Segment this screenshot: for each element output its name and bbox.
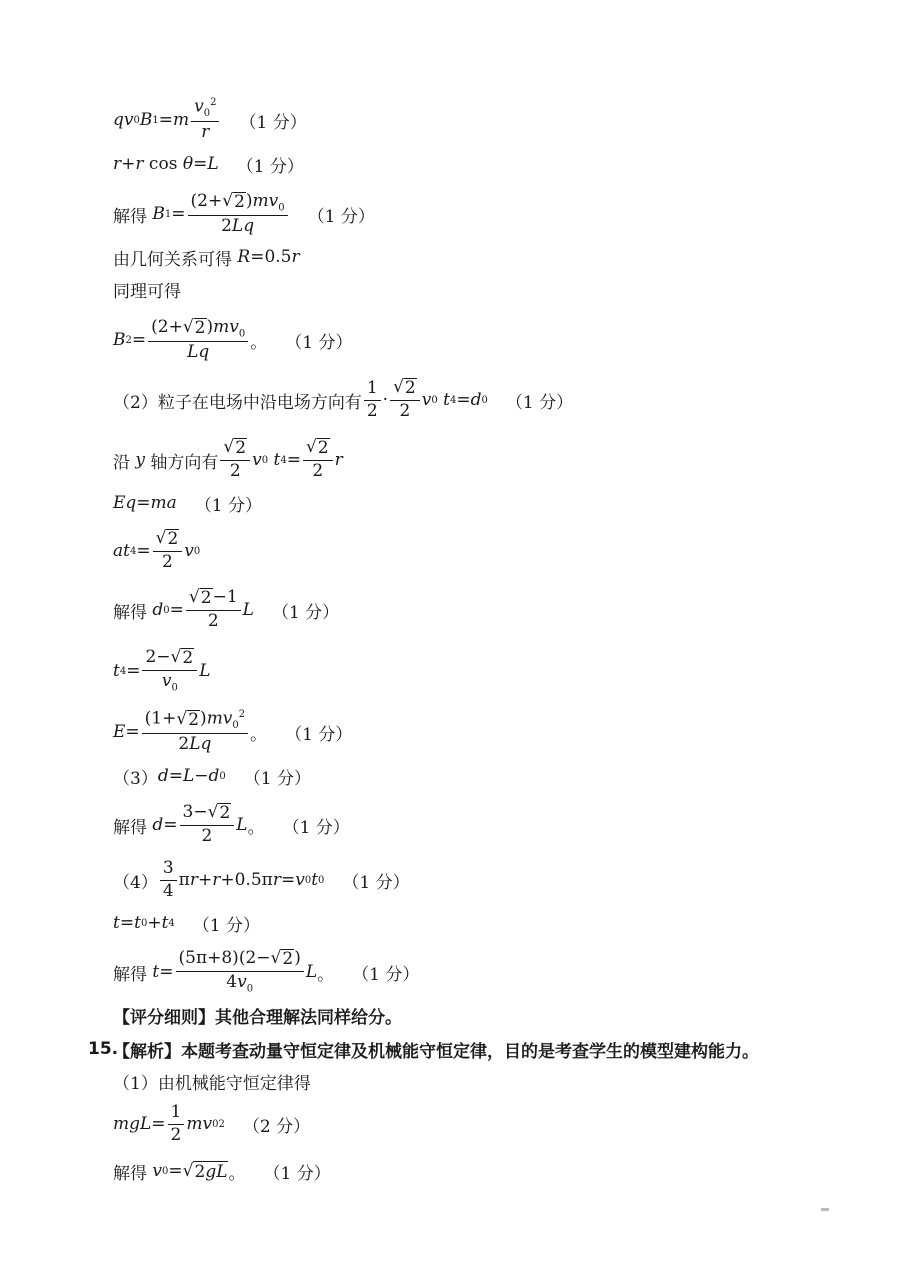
text-geometry-relation: 由几何关系可得 R =0.5 r	[113, 247, 300, 270]
question-15-heading: 15. 【解析】本题考查动量守恒定律及机械能守恒定律，目的是考查学生的模型建构能力。	[88, 1039, 759, 1062]
equation-d-result: 解得 d = 3−√ 2 2 L 。 （1 分）	[113, 802, 350, 846]
equation-lorentz-force: qv 0 B 1 = m $\frac{v_0^2}{r}$ （1 分）	[113, 97, 307, 142]
equation-newton: Eq = ma （1 分）	[113, 493, 263, 516]
equation-b1-result: 解得 B 1 = (2+√ 2 )$mv_0$ 2Lq （1 分）	[113, 190, 375, 236]
equation-part3: （3） d = L − d 0 （1 分）	[113, 766, 312, 789]
grading-note: 【评分细则】其他合理解法同样给分。	[113, 1007, 402, 1028]
text-part1-energy: （1）由机械能守恒定律得	[113, 1073, 311, 1094]
equation-v0-result: 解得 v 0 = √ 2gL 。 （1 分）	[113, 1160, 331, 1184]
equation-velocity: at 4 = √ 2 2 v 0	[113, 528, 201, 572]
equation-energy-conservation: mgL = $\frac{1}{2}$ mv 0 2 （2 分）	[113, 1101, 311, 1145]
equation-b2-result: B 2 = (2+√ 2 )$mv_0$ Lq 。 （1 分）	[113, 316, 353, 362]
equation-t4-result: t 4 = 2−√ 2 $v_0$ L	[113, 647, 211, 694]
equation-t-result: 解得 t = (5π+8)(2−√ 2 ) $4v_0$ L 。 （1 分）	[113, 948, 420, 995]
equation-total-time: t = t 0 + t 4 （1 分）	[113, 913, 261, 936]
equation-e-result: E = (1+√ 2 )$mv_0^2$ 2Lq 。 （1 分）	[113, 709, 353, 754]
text-similarly: 同理可得	[113, 281, 181, 302]
equation-part2-field-direction: （2）粒子在电场中沿电场方向有 $\frac{1}{2}$ · √ 2 2 v 0 t 4 = d 0 （1 分）	[113, 377, 574, 421]
page-mark	[821, 1208, 829, 1211]
equation-part4: （4） $\frac{3}{4}$ π r + r +0.5π r = v 0 t 0 （1 分）	[113, 857, 410, 901]
equation-d0-result: 解得 d 0 = √ 2 −1 2 L （1 分）	[113, 587, 340, 631]
equation-geometry: r + r cos θ = L （1 分）	[113, 154, 304, 177]
equation-y-axis: 沿 y 轴方向有 √ 2 2 v 0 t 4 = √ 2 2 r	[113, 437, 343, 481]
